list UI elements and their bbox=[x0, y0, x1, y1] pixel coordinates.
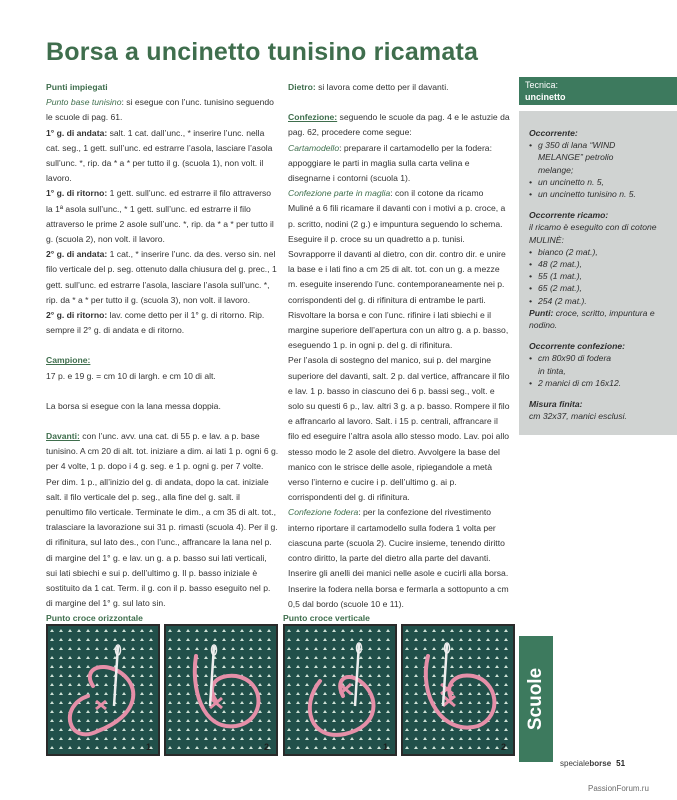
misura-heading: Misura finita: bbox=[529, 399, 583, 410]
middle-column bbox=[288, 80, 510, 612]
diagram-number: 1 bbox=[146, 742, 152, 752]
maglia-text: : con il cotone da ricamo Muliné a 6 fili ricamare il davanti con i motivi a p. croce, a p. scritto, nodini (2 g.) e impuntura seguendo lo schema. Eseguire il p. croce su un quadretto a p. tunisi. Sovrapporre il davanti al dietro, con dir. contro dir. e unire la base e i lati fino a cm 25 di alt. tot. con un g. a mezze m. eseguite inserendo l’unc. contemporaneamente nei p. corrispondenti del g. di rifinitura di entrambe le parti. Risvoltare la borsa e con l’unc. rifinire i lati sbiechi e il margine superiore dell’apertura con un altro g. a p. basso, eseguendo 1 p. in ogni p. del g. di rifinitura. bbox=[288, 188, 509, 351]
doppia-text: La borsa si esegue con la lana messa doppia. bbox=[46, 400, 221, 411]
page-title: Borsa a uncinetto tunisino ricamata bbox=[46, 38, 479, 66]
punti-label: Punti: bbox=[529, 307, 554, 318]
stitch-illustration bbox=[403, 626, 513, 754]
page-footer bbox=[560, 759, 660, 768]
fodera-label: Confezione fodera bbox=[288, 507, 359, 518]
diagram-label-horizontal: Punto croce orizzontale bbox=[46, 613, 143, 623]
ricamo-heading: Occorrente ricamo: bbox=[529, 210, 609, 221]
occorrente-list bbox=[529, 139, 667, 200]
tecnica-box bbox=[519, 77, 677, 105]
confezione-label: Confezione: bbox=[288, 112, 338, 123]
stitch-diagram-horizontal-1 bbox=[46, 624, 160, 756]
list-item: • un uncinetto n. 5, bbox=[529, 176, 667, 188]
list-item: • 65 (2 mat.), bbox=[529, 282, 667, 294]
stitch-illustration bbox=[166, 626, 276, 754]
occorrente-heading: Occorrente: bbox=[529, 128, 578, 138]
r2r-text: lav. come detto per il 1° g. di ritorno. Rip. sempre il 2° g. di andata e di ritorno. bbox=[46, 310, 265, 336]
r1-text: salt. 1 cat. dall’unc., * inserire l’unc. nella cat. seg., 1 gett. sull’unc. ed estrarre l’asola, lasciare l’asola sull’unc. *, rip. da * a * per tutto il g. (scuola 1), non volt. il lavoro. bbox=[46, 127, 273, 184]
punti-text: croce, scritto, impuntura e nodino. bbox=[529, 307, 655, 331]
davanti-label: Davanti: bbox=[46, 431, 80, 442]
punti-heading: Punti impiegati bbox=[46, 82, 108, 92]
diagram-number: 2 bbox=[264, 742, 270, 752]
watermark: PassionForum.ru bbox=[588, 784, 649, 793]
davanti-text: con l’unc. avv. una cat. di 55 p. e lav. a p. base tunisino. A cm 20 di alt. tot. iniziare a dim. ai lati 1 p. ogni 6 g. per 4 volte, 1 p. dopo i 4 g. seg. e 1 p. ogni g. per 7 volte. Per dim. 1 p., all’inizio del g. di andata, dopo la cat. iniziale salt. il filo verticale del p. seg., alla fine del g. salt. il penultimo filo verticale. Terminate le dim., a cm 35 di alt. tot., tralasciare la lavorazione sui 31 p. rimasti (scuola 4). Per il g. di rifinitura, sul lato des., con l’unc., affrancare la lana nel p. di margine del 1° g. e lav. un g. a p. basso sui lati verticali, sui lati sbiechi e sui p. dell’ultimo g. Il p. basso iniziale è sostituito da 1 cat. Term. il g. con il p. basso eseguito nel p. di margine del 1° g. sul lato sin. bbox=[46, 431, 279, 609]
footer-speciale: speciale bbox=[560, 759, 590, 768]
ricamo-list bbox=[529, 246, 667, 307]
list-item: • un uncinetto tunisino n. 5. bbox=[529, 188, 667, 200]
r1r-label: 1° g. di ritorno: bbox=[46, 188, 108, 199]
ricamo-intro: il ricamo è eseguito con di cotone MULINÈ: bbox=[529, 222, 657, 245]
list-item: • bianco (2 mat.), bbox=[529, 246, 667, 258]
asola-text: Per l’asola di sostegno del manico, sui p. del margine superiore del davanti, salt. 2 p. dal vertice, affrancare il filo e lav. 1 p. basso in ciascuno dei 6 p. bassi seg., volt. e solo su questi 6 p., lav. altri 3 g. a p. basso. Rompere il filo e affrancarlo al lavoro. Salt. i 15 p. centrali, affrancare il filo ed eseguire l’altra asola allo stesso modo. Lav. poi allo stesso modo le 2 asole del dietro. Avvolgere la base del manico con le strisce delle asole, ripiegandole a metà verso l’interno e cucire i p. dell’ultimo g. ai p. corrispondenti del g. di rifinitura. bbox=[288, 355, 510, 503]
misura-text: cm 32x37, manici esclusi. bbox=[529, 411, 627, 422]
page-number: 51 bbox=[616, 759, 626, 768]
stitch-illustration bbox=[285, 626, 395, 754]
maglia-label: Confezione parte in maglia bbox=[288, 188, 391, 199]
campione-text: 17 p. e 19 g. = cm 10 di largh. e cm 10 di alt. bbox=[46, 370, 216, 381]
stitch-diagram-horizontal-2 bbox=[164, 624, 278, 756]
cartamodello-text: : preparare il cartamodello per la fodera: appoggiare le parti in maglia sulla carta velina e disegnarne i contorni (scuola 1). bbox=[288, 142, 492, 184]
stitch-diagram-vertical-2 bbox=[401, 624, 515, 756]
campione-heading: Campione: bbox=[46, 355, 91, 366]
section-tab-label: Scuole bbox=[525, 667, 546, 731]
r2-label: 2° g. di andata: bbox=[46, 249, 108, 260]
confezione-list bbox=[529, 352, 667, 389]
r1r-text: 1 gett. sull’unc. ed estrarre il filo attraverso la 1ª asola sull’unc., * 1 gett. sull’unc. ed estrarre il filo attraverso le prime 2 asole sull’unc. *, rip. da * a * per tutto il g. (scuola 2), non volt. il lavoro. bbox=[46, 188, 274, 245]
materials-sidebar bbox=[519, 111, 677, 435]
footer-borse: borse bbox=[589, 759, 612, 768]
list-item: MELANGE” petrolio bbox=[538, 152, 614, 163]
diagram-label-vertical: Punto croce verticale bbox=[283, 613, 370, 623]
list-item: • 2 manici di cm 16x12. bbox=[529, 377, 667, 389]
r1-label: 1° g. di andata: bbox=[46, 127, 108, 138]
list-item: • 48 (2 mat.), bbox=[529, 258, 667, 270]
base-label: Punto base tunisino bbox=[46, 97, 122, 108]
list-item: melange; bbox=[538, 164, 574, 175]
dietro-label: Dietro: bbox=[288, 82, 316, 92]
diagram-number: 2 bbox=[501, 742, 507, 752]
tecnica-value: uncinetto bbox=[525, 92, 566, 102]
dietro-text: si lavora come detto per il davanti. bbox=[315, 82, 449, 92]
list-item: in tinta, bbox=[538, 365, 566, 376]
r2-text: 1 cat., * inserire l’unc. da des. verso sin. nel filo verticale del p. seg. ottenuto dalla chiusura del g. prec., 1 gett. sull’unc. ed estrarre l’asola, lasciare l’asola sull’unc. *, rip. da * a * per tutto il g. (scuola 3), non volt. il lavoro. bbox=[46, 249, 277, 305]
stitch-diagram-vertical-1 bbox=[283, 624, 397, 756]
cartamodello-label: Cartamodello bbox=[288, 142, 340, 153]
confezione-heading: Occorrente confezione: bbox=[529, 341, 625, 352]
list-item: • cm 80x90 di fodera bbox=[529, 352, 667, 364]
confezione-text: seguendo le scuole da pag. 4 e le astuzie da pag. 62, procedere come segue: bbox=[288, 112, 510, 138]
stitch-illustration bbox=[48, 626, 158, 754]
section-tab bbox=[519, 636, 553, 762]
r2r-label: 2° g. di ritorno: bbox=[46, 310, 108, 321]
list-item: • g 350 di lana “WIND bbox=[529, 139, 667, 151]
list-item: • 55 (1 mat.), bbox=[529, 270, 667, 282]
base-text: : si esegue con l’unc. tunisino seguendo le scuole di pag. 61. bbox=[46, 97, 274, 123]
list-item: • 254 (2 mat.). bbox=[529, 295, 667, 307]
fodera-text: : per la confezione del rivestimento interno riportare il cartamodello sulla fodera 1 volta per ciascuna parte (scuola 2). Cucire insieme, tenendo diritto contro diritto, la parte del dietro alla parte del davanti. Inserire gli anelli dei manici nelle asole e cucirli alla borsa. Inserire la fodera nella borsa e fermarla a sottopunto a cm 0,5 dal bordo (scuole 10 e 11). bbox=[288, 507, 509, 609]
diagram-number: 1 bbox=[383, 742, 389, 752]
tecnica-label: Tecnica: bbox=[525, 80, 559, 90]
left-column bbox=[46, 80, 279, 612]
